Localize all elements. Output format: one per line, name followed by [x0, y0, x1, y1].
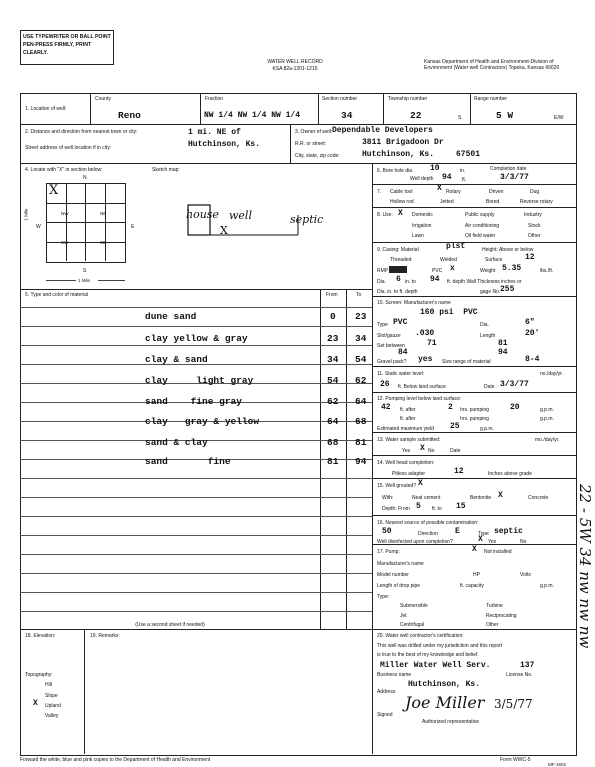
- static-value: 26: [380, 380, 390, 389]
- slot-value: .030: [415, 329, 435, 338]
- pump-submersible: Submersible: [400, 603, 428, 609]
- contamination-type: septic: [494, 527, 523, 536]
- type-value: PVC: [393, 318, 408, 327]
- welded-label: Welded: [440, 257, 457, 263]
- to-row-6: 68: [355, 416, 367, 427]
- range-value: 5 W: [496, 110, 514, 121]
- casing-material: plst: [446, 242, 466, 251]
- pump-length: Length of drop pipe: [377, 583, 421, 589]
- cert-text-2: is true to the best of my knowledge and belief.: [377, 652, 479, 658]
- dia-label: Dia.: [377, 279, 386, 285]
- pump-reciprocating: Reciprocating: [486, 613, 517, 619]
- grid-nw: NW: [61, 211, 69, 216]
- method-cable: Cable tool: [390, 189, 413, 195]
- pump-type: Type:: [377, 594, 390, 600]
- grid-sw: SW: [61, 240, 69, 245]
- from-row-3: 34: [327, 354, 339, 365]
- method-jetted: Jetted: [440, 199, 454, 205]
- to-row-4: 62: [355, 375, 367, 386]
- second-sheet-note: (Use a second sheet if needed): [135, 622, 205, 628]
- county-value: Reno: [118, 110, 141, 121]
- pumping-after-label-2: ft. after: [400, 416, 416, 422]
- type-label: Type: [377, 322, 388, 328]
- dia2-label: Dia. in. to ft. depth: [377, 289, 418, 295]
- not-installed: Not installed: [484, 549, 512, 555]
- pvc-x: x: [450, 264, 455, 273]
- owner-value: Dependable Developers: [332, 126, 433, 135]
- grid-n: N: [83, 175, 87, 181]
- sketch-septic-text: septic: [290, 213, 324, 226]
- cert-label: 20. Water well contractor's certification:: [377, 633, 464, 639]
- upland-x: X: [33, 699, 38, 708]
- slot-label: Slot/gauze: [377, 333, 401, 339]
- township-label: Township number: [388, 96, 428, 102]
- rmp-redaction: [389, 266, 407, 273]
- material-row-7: sand & clay: [145, 437, 208, 448]
- head-label: 14. Well head completion:: [377, 460, 435, 466]
- length-label: Length: [480, 333, 496, 339]
- size-value: 8-4: [525, 355, 540, 364]
- use-domestic: Domestic: [412, 212, 433, 218]
- pump-model: Model number: [377, 572, 409, 578]
- disinfected-label: Well disinfected upon completion?: [377, 539, 453, 545]
- remarks-label: 19. Remarks:: [90, 633, 120, 639]
- from-label: From: [326, 292, 338, 298]
- static-unit: no./day/yr.: [540, 371, 564, 377]
- head-above: Inches above grade: [488, 471, 532, 477]
- mile-bottom: 1 Mile: [78, 278, 91, 283]
- static-date-label: Date: [484, 384, 495, 390]
- method-reverse: Reverse rotary: [520, 199, 553, 205]
- direction-value: E: [455, 527, 460, 536]
- contamination-label: 16. Nearest source of possible contamination:: [377, 520, 479, 526]
- method-driven: Driven: [489, 189, 504, 195]
- fraction-value: NW 1/4 NW 1/4 NW 1/4: [204, 111, 301, 120]
- material-row-6: clay gray & yellow: [145, 416, 260, 427]
- pump-other: Other: [486, 622, 499, 628]
- city-label: City, state, zip code:: [295, 153, 340, 159]
- to-row-2: 34: [355, 333, 367, 344]
- township-dir: S: [458, 115, 462, 121]
- footer-code: MF-1602: [548, 762, 567, 767]
- method-label: 7.: [377, 189, 382, 195]
- rep-label: Authorized representative: [422, 719, 479, 725]
- topo-hill: Hill: [45, 682, 52, 688]
- pump-jet: Jet: [400, 613, 407, 619]
- grout-depth-label: Depth: From: [382, 506, 410, 512]
- dia-value: 6: [396, 275, 401, 284]
- depth-label: Well depth: [410, 176, 434, 182]
- signature: Joe Miller: [405, 693, 485, 712]
- city-value: Hutchinson, Ks.: [362, 150, 435, 159]
- material-row-2: clay yellow & gray: [145, 333, 248, 344]
- from-row-6: 64: [327, 416, 339, 427]
- pumping-level-1: 42: [381, 403, 391, 412]
- rmp-label: RMP: [377, 268, 389, 274]
- material-row-8: sand fine: [145, 456, 231, 467]
- from-row-8: 81: [327, 456, 339, 467]
- grout-with: With:: [382, 495, 394, 501]
- wall-label: ft. depth Wall Thickness inches or: [447, 279, 522, 285]
- head-value: 12: [454, 467, 464, 476]
- bore-label: 6. Bore hole dia: [377, 168, 413, 174]
- pump-centrifugal: Centrifugal: [400, 622, 425, 628]
- depth-ft: ft.: [462, 177, 467, 183]
- sketch-label: Sketch map:: [152, 167, 180, 173]
- zip-value: 67501: [456, 150, 481, 159]
- use-aircond: Air conditioning: [465, 223, 500, 229]
- footer-left: Forward the white, blue and pink copies to the Department of Health and Environment: [20, 757, 211, 763]
- domestic-x: X: [398, 209, 403, 218]
- license-label: License No.: [506, 672, 533, 678]
- material-row-1: dune sand: [145, 311, 197, 322]
- grid-ne: NE: [100, 211, 107, 216]
- distance-label: 2. Distance and direction from nearest town or city:: [25, 129, 138, 135]
- elevation-label: 18. Elevation:: [25, 633, 56, 639]
- yield-value: 25: [450, 422, 460, 431]
- pump-volts: Volts: [520, 572, 531, 578]
- material-row-4: clay light gray: [145, 375, 254, 386]
- section-number-label: Section number: [322, 96, 358, 102]
- contamination-type-label: Type: [478, 531, 489, 537]
- from-row-5: 62: [327, 396, 339, 407]
- use-stock: Stock: [528, 223, 541, 229]
- static-label: 11. Static water level:: [377, 371, 425, 377]
- license-value: 137: [520, 661, 535, 670]
- agency-text: Kansas Department of Health and Environment-Division of Environment (Water well Contractors) Topeka, Kansas 66620: [424, 59, 560, 71]
- footer-form: Form WWC-5: [500, 757, 531, 763]
- disinfected-x: X: [478, 535, 483, 544]
- pumping-hrs-2: hrs. pumping: [460, 416, 489, 422]
- sketch-house-text: house: [186, 208, 219, 221]
- from-row-1: 0: [330, 311, 336, 322]
- address-value: Hutchinson, Ks.: [408, 680, 481, 689]
- screen-dia-label: Dia.: [480, 322, 489, 328]
- gravel-value: yes: [418, 355, 433, 364]
- method-bored: Bored: [486, 199, 500, 205]
- weight-value: 5.35: [502, 264, 522, 273]
- material-label: 5. Type and color of material: [25, 292, 88, 298]
- use-industry: Industry: [524, 212, 542, 218]
- topo-slope: Slope: [45, 693, 58, 699]
- distance-value: 1 mi. NE of Hutchinson, Ks.: [188, 128, 261, 149]
- pumping-after-label: ft. after: [400, 407, 416, 413]
- method-dug: Dug: [530, 189, 540, 195]
- height-label: Height: Above or below: [482, 247, 534, 253]
- disinfected-no: No: [520, 539, 527, 545]
- pump-x: X: [472, 545, 477, 554]
- address-label: Address: [377, 689, 396, 695]
- use-other: Other: [528, 233, 541, 239]
- length-value: 20': [525, 329, 540, 338]
- screen-label: 10. Screen: Manufacturer's name: [377, 300, 451, 306]
- bore-in: in.: [460, 168, 466, 174]
- location-label: 1. Location of well:: [25, 106, 67, 112]
- grid-w: W: [36, 224, 41, 230]
- completion-value: 3/3/77: [500, 173, 529, 182]
- from-row-7: 68: [327, 437, 339, 448]
- pumping-hrs-1: hrs. pumping: [460, 407, 489, 413]
- contamination-ft: 50: [382, 527, 392, 536]
- topo-valley: Valley: [45, 713, 59, 719]
- to-row-7: 81: [355, 437, 367, 448]
- surface-value: 12: [525, 253, 535, 262]
- pump-capacity: ft. capacity: [460, 583, 484, 589]
- signed-label: Signed: [377, 712, 393, 718]
- grid-se: SE: [100, 240, 107, 245]
- gage-label: gage No.: [480, 289, 501, 295]
- size-label: Size range of material: [442, 359, 491, 365]
- use-label: 8. Use:: [377, 212, 393, 218]
- pitless-label: Pitless adapter: [392, 471, 426, 477]
- bore-value: 10: [430, 164, 440, 173]
- form-title: WATER WELL RECORD: [267, 59, 323, 65]
- grout-to-label: ft. to: [432, 506, 442, 512]
- weight-label: Weight: [480, 268, 496, 274]
- pumping-gpm-1: 20: [510, 403, 520, 412]
- dia-to: in. to: [405, 279, 416, 285]
- from-row-4: 54: [327, 375, 339, 386]
- weight-unit: lbs./ft.: [540, 268, 554, 274]
- pumping-label: 12. Pumping level below land surface:: [377, 396, 462, 402]
- screen-manufacturer: 160 psi PVC: [420, 308, 478, 317]
- rotary-x: X: [437, 184, 442, 193]
- mile-left: 1 Mile: [23, 208, 29, 221]
- grid-x-mark: X: [49, 183, 59, 198]
- to-row-1: 23: [355, 311, 367, 322]
- grout-from: 5: [416, 502, 421, 511]
- depth-value: 94: [442, 173, 452, 182]
- grout-x: X: [418, 479, 423, 488]
- locate-label: 4. Locate with "X" in section below:: [25, 167, 103, 173]
- pump-hp: HP: [473, 572, 480, 578]
- sample-x: X: [420, 444, 425, 453]
- casing-label: 9. Casing: Material: [377, 247, 419, 253]
- grid-s: S: [83, 268, 87, 274]
- grout-to: 15: [456, 502, 466, 511]
- from-row-2: 23: [327, 333, 339, 344]
- sample-no: No: [428, 448, 435, 454]
- to-row-8: 94: [355, 456, 367, 467]
- screen-dia-value: 6": [525, 318, 535, 327]
- township-value: 22: [410, 110, 422, 121]
- owner-label: 3. Owner of well:: [295, 129, 333, 135]
- pump-label: 17. Pump:: [377, 549, 400, 555]
- cert-text-1: This well was drilled under my jurisdiction and this report: [377, 643, 503, 649]
- range-label: Range number: [474, 96, 508, 102]
- dia-to-value: 94: [430, 275, 440, 284]
- pumping-gpm-unit-1: g.p.m.: [540, 407, 554, 413]
- yield-unit: g.p.m.: [480, 426, 494, 432]
- signed-date: 3/5/77: [494, 697, 533, 711]
- completion-label: Completion date: [490, 166, 527, 172]
- sample-yes: Yes: [402, 448, 411, 454]
- range-dir: E/W: [554, 115, 564, 121]
- topo-upland: Upland: [45, 703, 61, 709]
- use-lawn: Lawn: [412, 233, 424, 239]
- sketch-x-mark: X: [220, 224, 228, 237]
- to-label: To: [356, 292, 362, 298]
- margin-note: 22 - 5W 34 nw nw nw: [576, 484, 594, 649]
- threaded-label: Threaded: [390, 257, 412, 263]
- form-ksa: KSA 82a-1201-1215: [272, 66, 318, 72]
- fraction-label: Fraction: [205, 96, 224, 102]
- grid-e: E: [131, 224, 135, 230]
- surface-label: Surface: [485, 257, 503, 263]
- pumping-gpm-unit-2: g.p.m.: [540, 416, 554, 422]
- business-value: Miller Water Well Serv.: [380, 661, 491, 670]
- method-rotary: Rotary: [446, 189, 461, 195]
- pumping-after-1: 2: [448, 403, 453, 412]
- use-oil: Oil field water: [465, 233, 496, 239]
- pump-gpm: g.p.m.: [540, 583, 554, 589]
- topography-label: Topography:: [25, 672, 53, 678]
- grout-label: 15. Well grouted?: [377, 483, 417, 489]
- set1-value: 71: [427, 339, 437, 348]
- set2b-value: 94: [498, 348, 508, 357]
- county-label: County: [95, 96, 111, 102]
- yield-label: Estimated maximum yield: [377, 426, 434, 432]
- pvc-label: PVC: [432, 268, 443, 274]
- rr-label: R.R. or street:: [295, 141, 327, 147]
- street-address-label: Street address of well location if in city:: [25, 145, 112, 151]
- static-date-value: 3/3/77: [500, 380, 529, 389]
- material-row-5: sand fine gray: [145, 396, 242, 407]
- business-label: Business name: [377, 672, 412, 678]
- section-number-value: 34: [341, 110, 353, 121]
- gravel-label: Gravel pack?: [377, 359, 407, 365]
- bentonite-x: X: [498, 491, 503, 500]
- use-irrigation: Irrigation: [412, 223, 432, 229]
- street-value: 3811 Brigadoon Dr: [362, 138, 444, 147]
- sample-label: 13. Water sample submitted:: [377, 437, 441, 443]
- method-hollow: Hollow rod: [390, 199, 414, 205]
- set-label: Set between: [377, 343, 405, 349]
- gage-value: 255: [500, 285, 515, 294]
- set1b-value: 81: [498, 339, 508, 348]
- instructions-text: USE TYPEWRITER OR BALL POINT PEN-PRESS FIRMLY, PRINT CLEARLY.: [23, 34, 111, 56]
- static-below: ft. Below land surface: [398, 384, 446, 390]
- sketch-well-text: well: [229, 209, 252, 222]
- sample-unit: mo./day/yr.: [535, 437, 560, 443]
- grout-bentonite: Bentonite: [470, 495, 492, 501]
- set2-value: 84: [398, 348, 408, 357]
- use-public: Public supply: [465, 212, 495, 218]
- material-row-3: clay & sand: [145, 354, 208, 365]
- grout-neat: Neat cement: [412, 495, 441, 501]
- pump-manufacturer: Manufacturer's name: [377, 561, 424, 567]
- to-row-3: 54: [355, 354, 367, 365]
- pump-turbine: Turbine: [486, 603, 503, 609]
- disinfected-yes: Yes: [488, 539, 497, 545]
- to-row-5: 64: [355, 396, 367, 407]
- direction-label: Direction: [418, 531, 438, 537]
- grout-concrete: Concrete: [528, 495, 549, 501]
- sample-date: Date: [450, 448, 461, 454]
- sketch-map: [180, 195, 360, 255]
